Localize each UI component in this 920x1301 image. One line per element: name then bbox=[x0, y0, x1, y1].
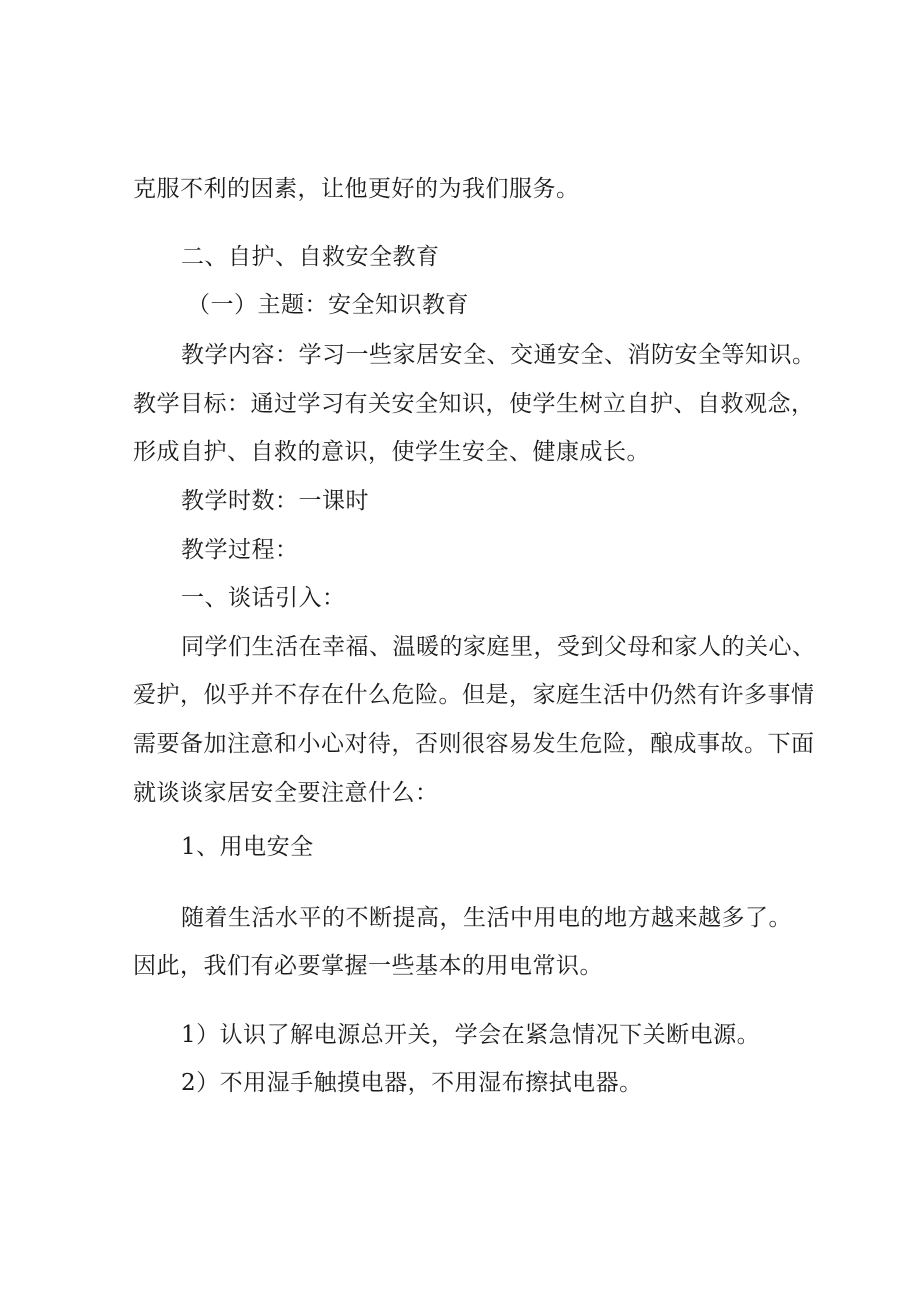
section-heading: 二、自护、自救安全教育 bbox=[181, 244, 440, 270]
intro-paragraph-line-1: 同学们生活在幸福、温暖的家庭里，受到父母和家人的关心、 bbox=[181, 634, 816, 660]
electricity-paragraph-line-1: 随着生活水平的不断提高，生活中用电的地方越来越多了。 bbox=[181, 905, 792, 931]
intro-paragraph-line-3: 需要备加注意和小心对待，否则很容易发生危险，酿成事故。下面 bbox=[133, 731, 815, 757]
intro-heading: 一、谈话引入： bbox=[181, 585, 346, 611]
electricity-safety-heading: 1、用电安全 bbox=[181, 834, 314, 860]
teaching-hours: 教学时数：一课时 bbox=[181, 488, 369, 514]
teaching-process: 教学过程： bbox=[181, 537, 299, 563]
teaching-goal-line-1: 教学目标：通过学习有关安全知识，使学生树立自护、自救观念， bbox=[133, 391, 815, 417]
list-item-1: 1）认识了解电源总开关，学会在紧急情况下关断电源。 bbox=[181, 1022, 761, 1048]
paragraph-continuation: 克服不利的因素，让他更好的为我们服务。 bbox=[133, 176, 580, 202]
intro-paragraph-line-2: 爱护，似乎并不存在什么危险。但是，家庭生活中仍然有许多事情 bbox=[133, 682, 815, 708]
teaching-goal-line-2: 形成自护、自救的意识，使学生安全、健康成长。 bbox=[133, 439, 650, 465]
subsection-heading: （一）主题：安全知识教育 bbox=[187, 292, 469, 318]
list-item-2: 2）不用湿手触摸电器，不用湿布擦拭电器。 bbox=[181, 1070, 643, 1096]
teaching-content: 教学内容：学习一些家居安全、交通安全、消防安全等知识。 bbox=[181, 342, 816, 368]
intro-paragraph-line-4: 就谈谈家居安全要注意什么： bbox=[133, 780, 439, 806]
electricity-paragraph-line-2: 因此，我们有必要掌握一些基本的用电常识。 bbox=[133, 953, 603, 979]
